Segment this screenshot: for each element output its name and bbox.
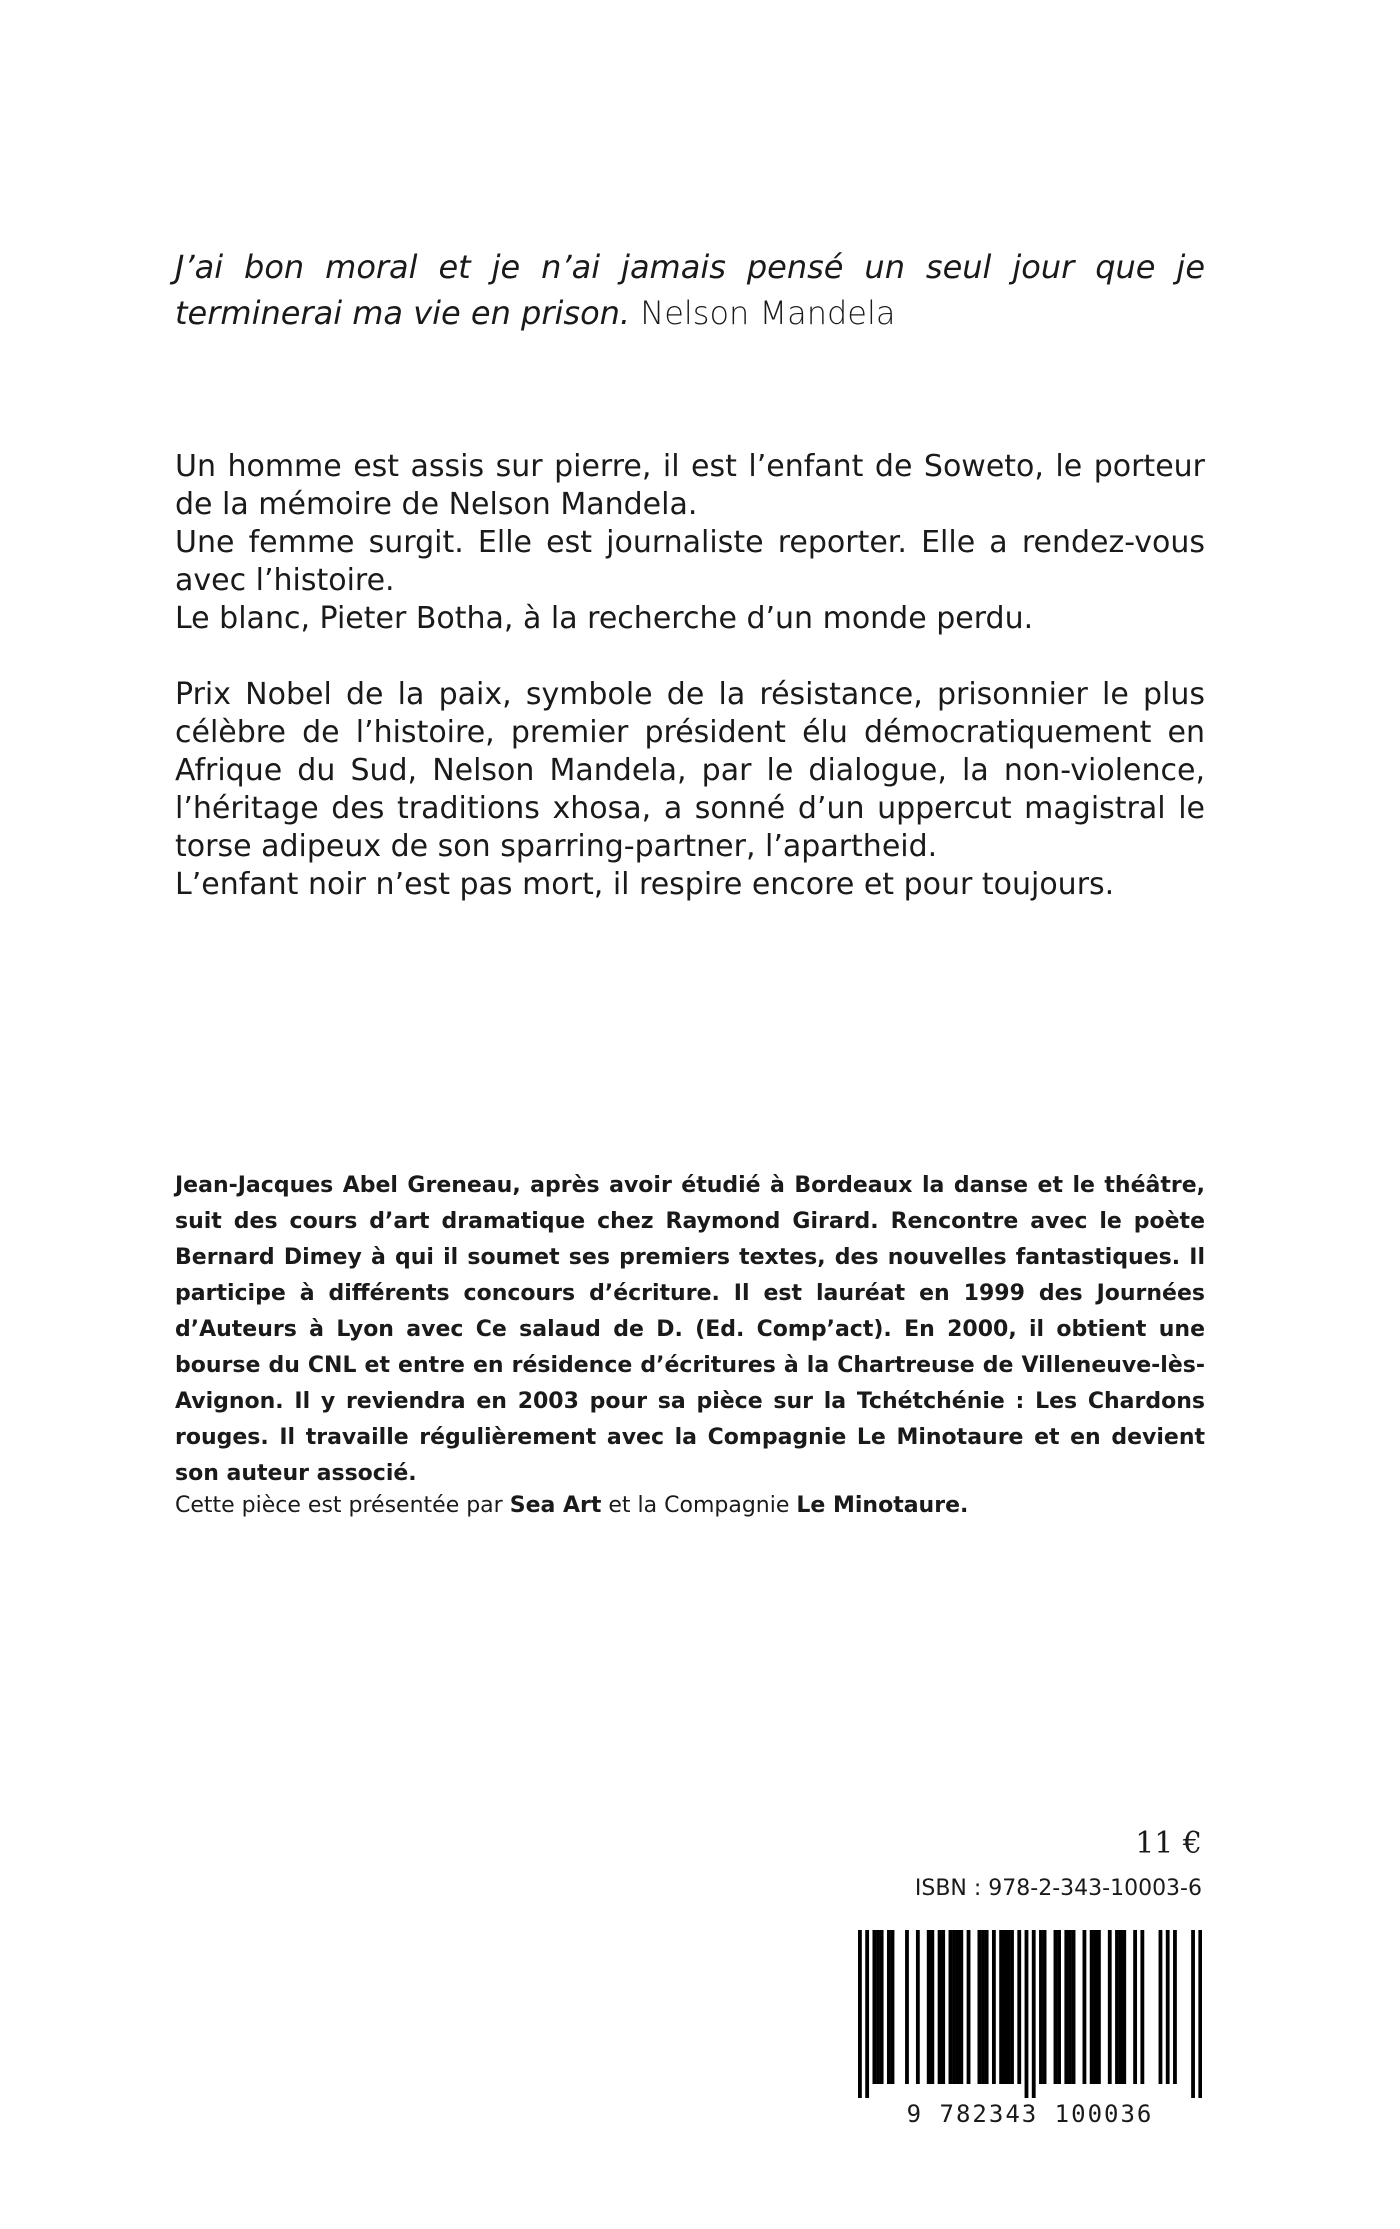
barcode-bar [967, 1930, 971, 2084]
barcode-bar [1032, 1930, 1036, 2098]
barcode-bar [1017, 1930, 1021, 2084]
barcode-bar [1054, 1930, 1058, 2084]
production-credit [175, 1490, 1205, 1522]
barcode-bar [1133, 1930, 1137, 2084]
barcode-bar [941, 1930, 945, 2084]
barcode-bar [1140, 1930, 1144, 2084]
barcode-bar [1166, 1930, 1170, 2084]
barcode-bar [1064, 1930, 1068, 2084]
isbn: ISBN : 978-2-343-10003-6 [914, 1876, 1202, 1901]
barcode-bar [1010, 1930, 1014, 2084]
credit-middle: et la Compagnie [608, 1493, 790, 1518]
barcode-bar [1108, 1930, 1112, 2084]
barcode-bar [1006, 1930, 1010, 2084]
barcode-bar [1003, 1930, 1007, 2084]
barcode-bar [876, 1930, 880, 2084]
barcode-bar [985, 1930, 989, 2084]
barcode-bar [887, 1930, 891, 2084]
blurb-line: Une femme surgit. Elle est journaliste reporter. Elle a rendez-vous avec l’histoire. [175, 525, 1205, 598]
barcode-bar [1043, 1930, 1047, 2084]
barcode-bars [858, 1930, 1202, 2098]
barcode-bar [891, 1930, 895, 2084]
barcode-bar [1057, 1930, 1061, 2084]
quote-text: J’ai bon moral et je n’ai jamais pensé un seul jour que je terminerai ma vie en prison. [175, 248, 1205, 332]
barcode-bar [1173, 1930, 1177, 2084]
author-bio: Jean-Jacques Abel Greneau, après avoir étudié à Bordeaux la danse et le théâtre, suit des cours d’art dramatique chez Raymond Girard. Rencontre avec le poète Bernard Dimey à qui il soumet ses premiers textes, des nouvelles fantastiques. Il participe à différents concours d’écriture. Il est lauréat en 1999 des Journées d’Auteurs à Lyon avec Ce salaud de D. (Ed. Comp’act). En 2000, il obtient une bourse du CNL et entre en résidence d’écritures à la Chartreuse de Villeneuve-lès-Avignon. Il y reviendra en 2003 pour sa pièce sur la Tchétchénie : Les Chardons rouges. Il travaille régulièrement avec la Compagnie Le Minotaure et en devient son auteur associé. [175, 1173, 1205, 1486]
barcode-bar [1083, 1930, 1087, 2084]
barcode-bar [999, 1930, 1003, 2084]
barcode-bar [938, 1930, 942, 2084]
barcode-bar [880, 1930, 884, 2084]
blurb-paragraph: L’enfant noir n’est pas mort, il respire encore et pour toujours. [175, 867, 1115, 902]
barcode-bar [959, 1930, 963, 2084]
isbn-barcode [858, 1930, 1202, 2098]
barcode-bar [1119, 1930, 1123, 2084]
barcode-bar [1122, 1930, 1126, 2084]
barcode-bar [1025, 1930, 1029, 2098]
blurb-paragraph: Prix Nobel de la paix, symbole de la résistance, prisonnier le plus célèbre de l’histoire, premier président élu démocratiquement en Afrique du Sud, Nelson Mandela, par le dialogue, la non-violence, l’héritage des traditions xhosa, a sonné d’un uppercut magistral le torse adipeux de son sparring-partner, l’apartheid. [175, 677, 1205, 864]
barcode-bar [977, 1930, 981, 2084]
barcode-bar [952, 1930, 956, 2084]
barcode-bar [1191, 1930, 1195, 2098]
barcode-bar [1072, 1930, 1076, 2084]
credit-org-minotaure: Le Minotaure. [796, 1493, 969, 1518]
barcode-bar [949, 1930, 953, 2084]
credit-org-sea-art: Sea Art [509, 1493, 602, 1518]
barcode-bar [1115, 1930, 1119, 2084]
barcode-bar [956, 1930, 960, 2084]
barcode-bar [916, 1930, 920, 2084]
barcode-bar [858, 1930, 862, 2098]
back-cover-blurb [175, 448, 1205, 904]
barcode-bar [992, 1930, 996, 2084]
barcode-bar [1068, 1930, 1072, 2084]
price: 11 € [1135, 1826, 1202, 1861]
barcode-bar [905, 1930, 909, 2084]
barcode-bar [1159, 1930, 1163, 2084]
blurb-line: Le blanc, Pieter Botha, à la recherche d’un monde perdu. [175, 601, 1034, 636]
barcode-bar [927, 1930, 931, 2084]
barcode-bar [872, 1930, 876, 2084]
blurb-line: Un homme est assis sur pierre, il est l’enfant de Soweto, le porteur de la mémoire de Nelson Mandela. [175, 449, 1205, 522]
epigraph-quote [175, 244, 1205, 336]
barcode-bar [1093, 1930, 1097, 2084]
quote-author: Nelson Mandela [640, 294, 896, 332]
barcode-bar [1198, 1930, 1202, 2098]
barcode-bar [865, 1930, 869, 2098]
barcode-bar [1097, 1930, 1101, 2084]
barcode-bar [981, 1930, 985, 2084]
barcode-bar [1039, 1930, 1043, 2084]
barcode-bar [1090, 1930, 1094, 2084]
barcode-digits: 9 782343 100036 [906, 2100, 1154, 2128]
credit-prefix: Cette pièce est présentée par [175, 1493, 503, 1518]
barcode-bar [930, 1930, 934, 2084]
